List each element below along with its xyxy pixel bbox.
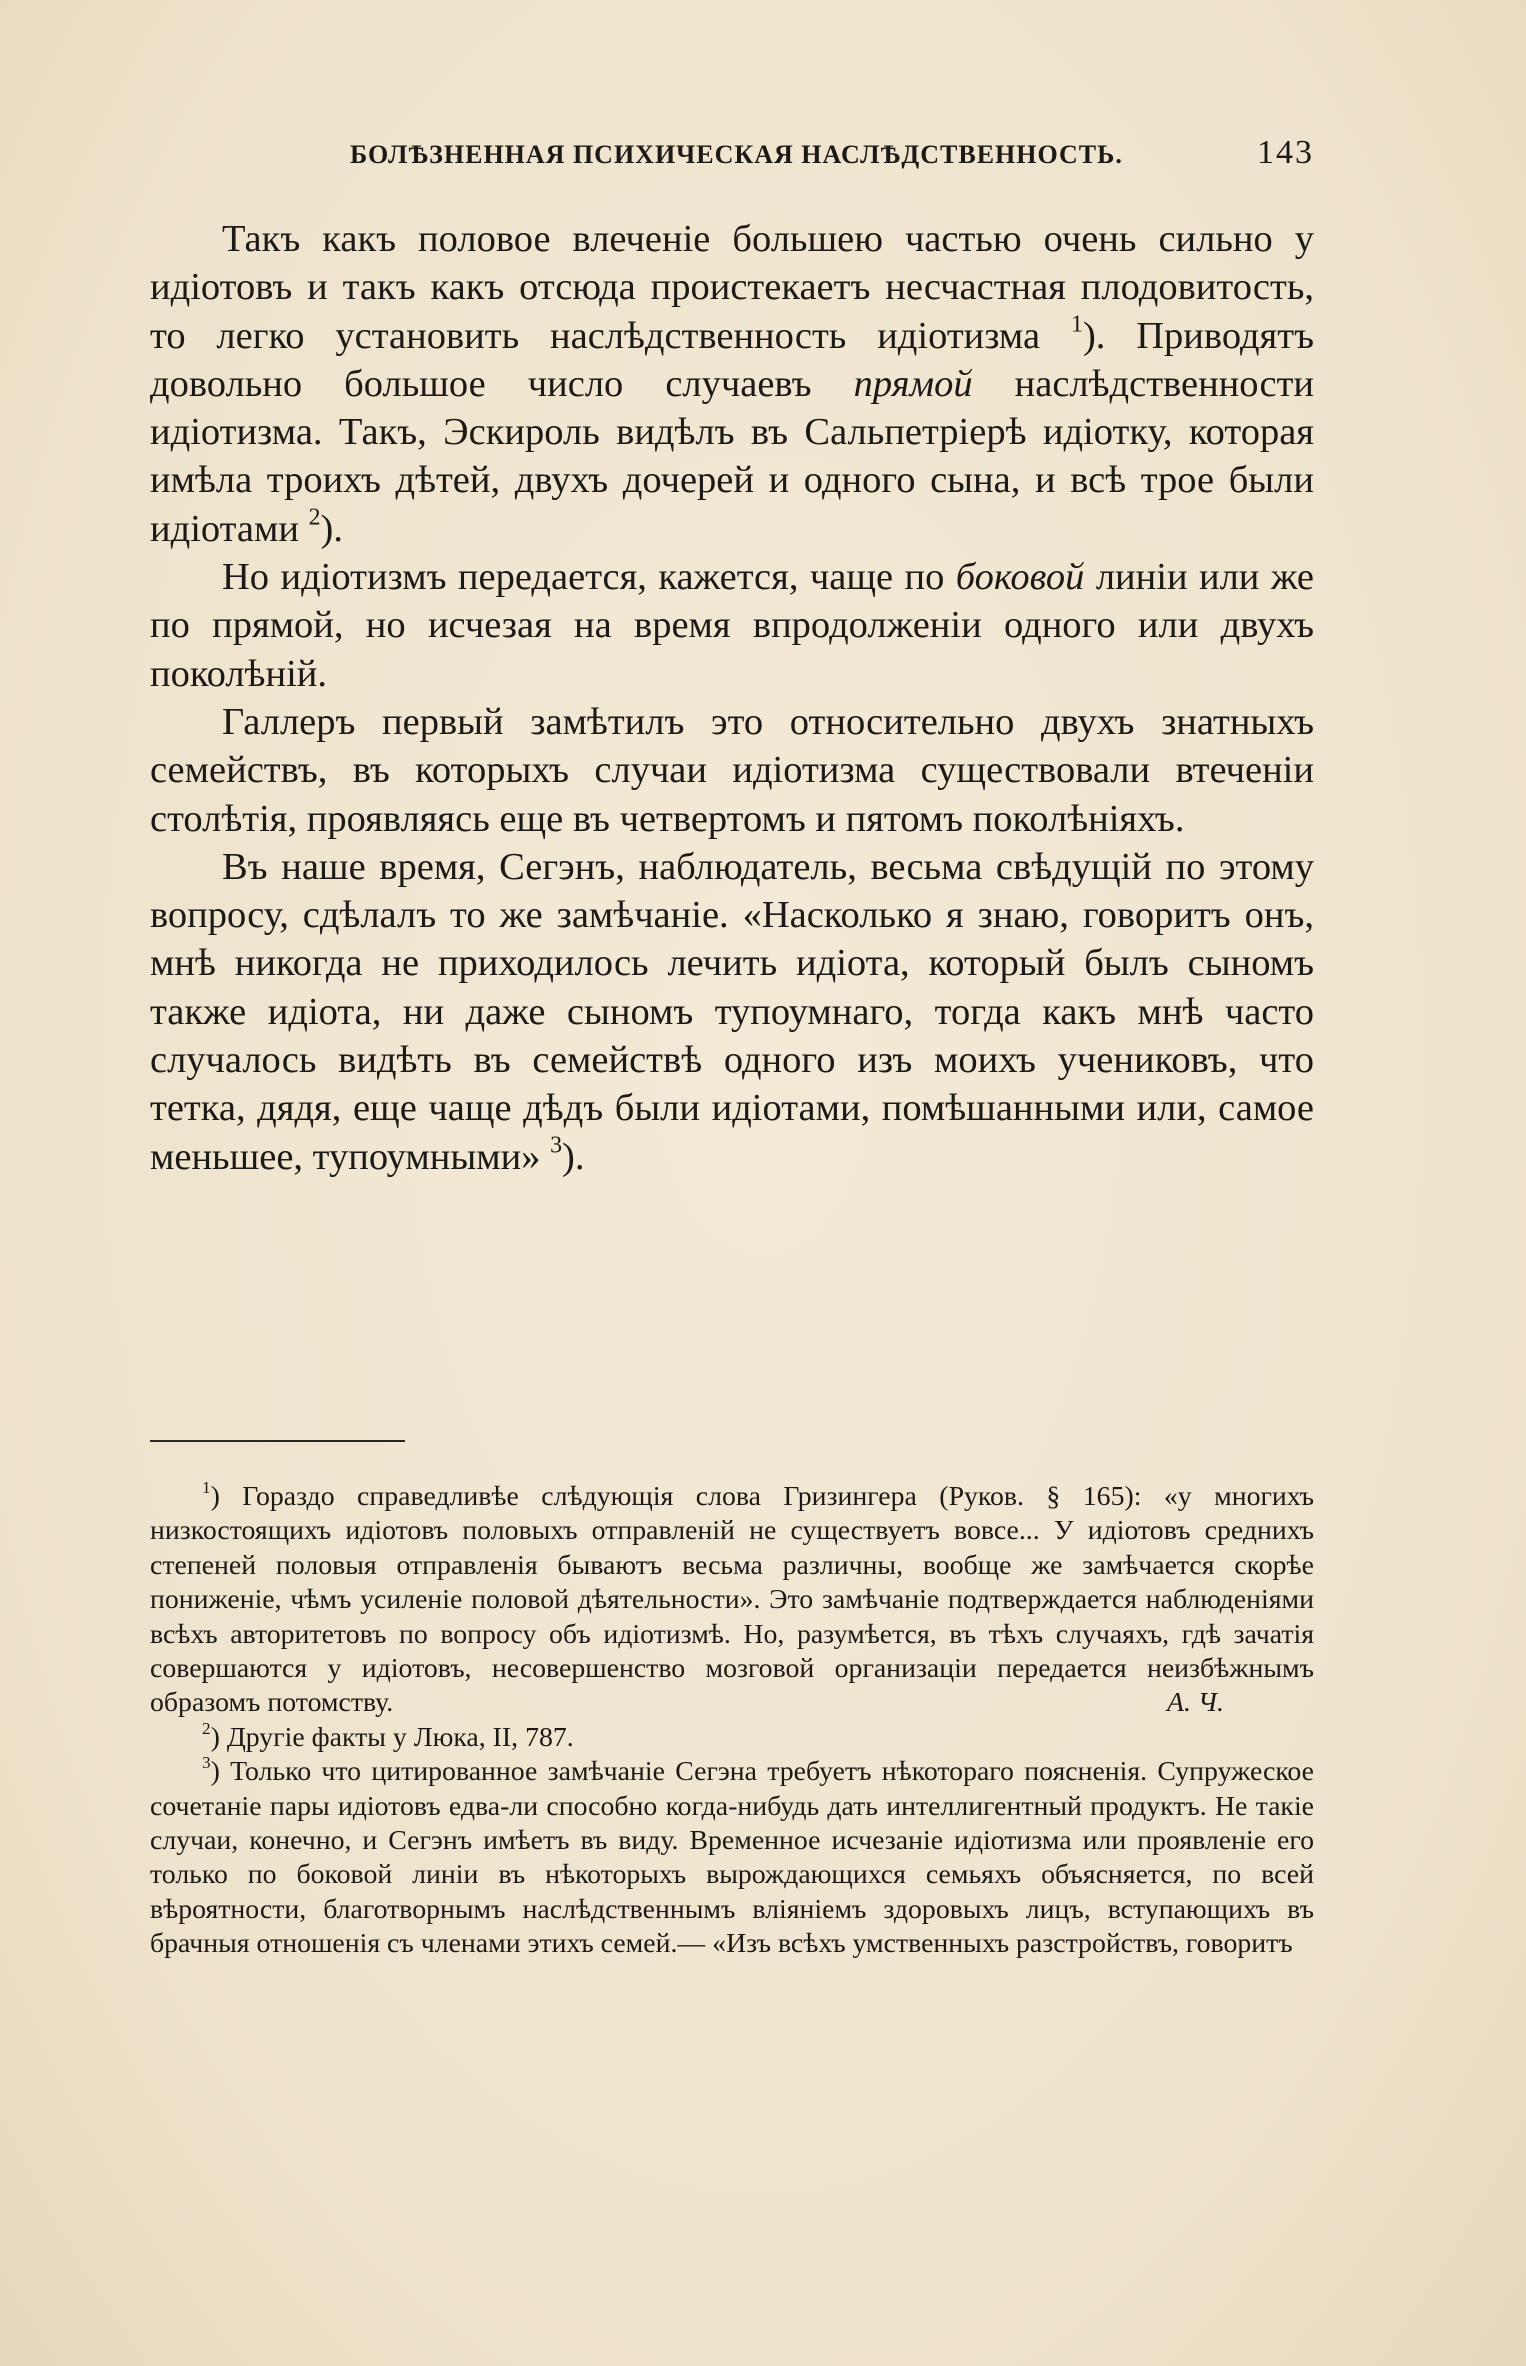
footnote-ref-2: 2 [308,504,321,531]
text-run: Но идіотизмъ передается, кажется, чаще по [222,556,945,599]
footnote-text: ) Гораздо справедливѣе слѣдующія слова Гризингера (Руков. § 165): «у многихъ низкостоящихъ идіотовъ половыхъ отправленій не существуетъ вовсе... У идіотовъ среднихъ степеней половыя отправленія бываютъ весьма различны, вообще же замѣчается скорѣе пониженіе, чѣмъ усиленіе половой дѣятельности». Это замѣчаніе подтверждается наблюденіями всѣхъ авторитетовъ по вопросу объ идіотизмѣ. Но, разумѣется, въ тѣхъ случаяхъ, гдѣ зачатія совершаются у идіотовъ, несовершенство мозговой организаціи передается неизбѣжнымъ образомъ потомству. [150,1481,1314,1719]
emphasis-word: боковой [955,556,1085,599]
footnote-text: ) Только что цитированное замѣчаніе Сегэна требуетъ нѣкотораго поясненія. Супружеское сочетаніе пары идіотовъ едва-ли способно когда-нибудь дать интеллигентный продуктъ. Не такіе случаи, конечно, и Сегэнъ имѣетъ въ виду. Временное исчезаніе идіотизма или проявленіе его только по боковой линіи въ нѣкоторыхъ вырождающихся семьяхъ объясняется, по всей вѣроятности, благотворнымъ наслѣдственнымъ вліяніемъ здоровыхъ лицъ, вступающихъ въ брачныя отношенія съ членами этихъ семей.— «Изъ всѣхъ умственныхъ разстройствъ, говоритъ [150,1756,1314,1960]
text-run: Въ наше время, Сегэнъ, наблюдатель, весьма свѣдущій по этому вопросу, сдѣлалъ то же замѣчаніе. «Насколько я знаю, говоритъ онъ, мнѣ никогда не приходилось лечить идіота, который былъ сыномъ также идіота, ни даже сыномъ тупоумнаго, тогда какъ мнѣ часто случалось видѣть въ семействѣ одного изъ моихъ учениковъ, что тетка, дядя, еще чаще дѣдъ были идіотами, помѣшанными или, самое меньшее, тупоумными» [150,845,1314,1178]
text-run: ). Приводятъ довольно большое число случаевъ [150,314,1314,405]
main-text [150,215,1314,1181]
footnotes [150,1477,1314,1962]
running-title: БОЛѢЗНЕННАЯ ПСИХИЧЕСКАЯ НАСЛѢДСТВЕННОСТЬ. [350,140,1123,169]
footnote-3 [150,1755,1314,1961]
text-run: ). [562,1135,585,1178]
footnote-divider [150,1440,405,1442]
page-number: 143 [1257,134,1314,171]
text-run: Такъ какъ половое влеченіе большею частью очень сильно у идіотовъ и такъ какъ отсюда проистекаетъ несчастная плодовитость, то легко установить наслѣдственность идіотизма [150,218,1314,357]
paragraph-4 [150,843,1314,1181]
footnote-text: ) Другіе факты у Люка, II, 787. [210,1721,574,1753]
footnote-ref-3: 3 [550,1131,562,1158]
footnote-ref-1: 1 [1071,310,1083,337]
text-run: ). [320,507,343,550]
paragraph-1 [150,215,1314,553]
running-header [150,134,1314,178]
text-run: наслѣдственности идіотизма. Такъ, Эскироль видѣлъ въ Сальпетріерѣ идіотку, которая имѣла троихъ дѣтей, двухъ дочерей и одного сына, и всѣ трое были идіотами [150,362,1314,550]
paragraph-3: Галлеръ первый замѣтилъ это относительно двухъ знатныхъ семействъ, въ которыхъ случаи идіотизма существовали втеченіи столѣтія, проявляясь еще въ четвертомъ и пятомъ поколѣніяхъ. [150,700,1314,840]
footnote-mark: 3 [202,1753,211,1773]
footnote-1 [150,1477,1314,1721]
footnote-mark: 2 [202,1718,211,1738]
paragraph-2 [150,553,1314,698]
emphasis-word: прямой [853,362,973,405]
footnote-mark: 1 [202,1477,211,1497]
footnote-signature: А. Ч. [1167,1687,1224,1719]
text-run: линіи или же по прямой, но исчезая на время впродолженіи одного или двухъ поколѣній. [150,556,1315,695]
footnote-2 [150,1718,1314,1755]
